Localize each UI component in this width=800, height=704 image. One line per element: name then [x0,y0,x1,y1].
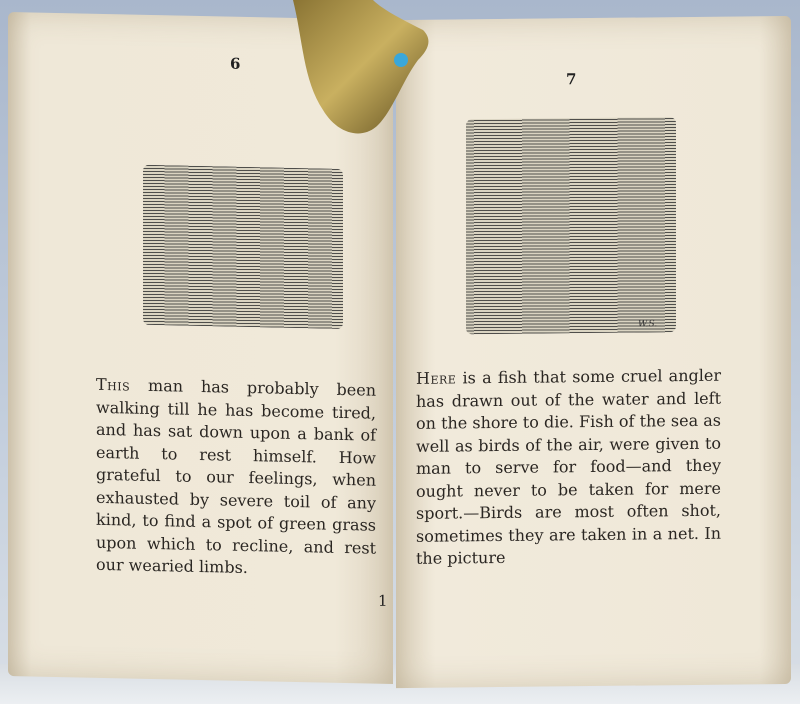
illustration-seated-man [143,165,343,329]
right-paragraph-body: is a fish that some cruel angler has drawn out of the water and left on the shore to die. Fish of the sea as well as birds of the air, were given to man to serve for food—and they ought never to be taken for mere sport.—Birds are most often shot, sometimes they are taken in a net. In the picture [416,365,721,568]
left-paragraph-body: man has probably been walking till he has become tired, and has sat down upon a bank of earth to rest himself. How grateful to our feelings, when exhausted by severe toil of any kind, to find a spot of green grass upon which to recline, and rest our wearied limbs. [96,375,376,577]
margin-mark: 1 [378,591,388,610]
blue-stone-icon [394,53,408,67]
left-paragraph-lead: This [96,374,131,395]
illustration-fish [466,117,676,334]
right-paragraph-lead: Here [416,368,457,388]
brass-hand-holder [283,0,433,140]
page-number-right: 7 [566,70,577,89]
illustration-signature: W.S. [638,319,658,330]
right-paragraph [416,365,721,571]
right-page [396,16,791,688]
page-number-left: 6 [230,54,241,73]
left-paragraph [96,374,376,582]
